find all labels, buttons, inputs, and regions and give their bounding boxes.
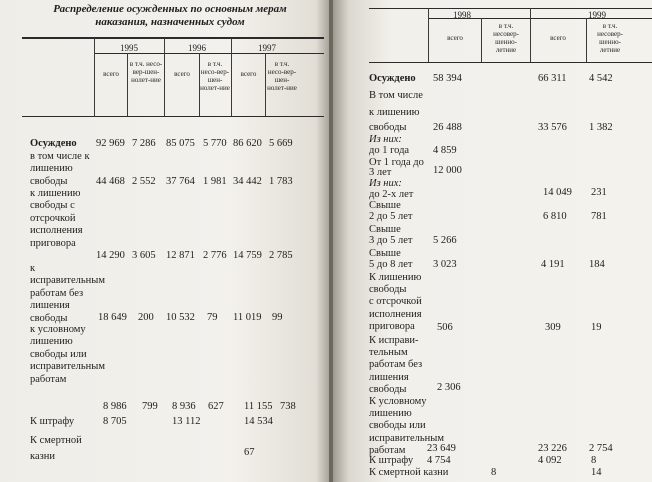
row-label: Из них: <box>369 178 402 189</box>
year-1995: 1995 <box>120 43 138 53</box>
col-minor: в т.ч. несовер-шенно-летние <box>597 22 623 54</box>
col-total: всего <box>103 70 119 78</box>
table-title: Распределение осужденных по основным мерам наказания, назначенных судом <box>53 3 287 28</box>
right-page: 1998 1999 всего в т.ч. несовер-шенно-летние всего в т.ч. несовер-шенно-летние Осуждено 58 394 66 311 4 542 В том числе к лишению свободы 26 488 33 576 1 382 Из них: до 1 года 4 859 От 1 года до 3 лет 12 000 Из них: до 2-х лет 14 049 231 Свыше 2 до 5 лет 6 810 781 Свыше 3 до 5 лет 5 266 Свыше 5 до 8 лет 3 023 4 191 184 К лишению свободы с отсрочкой исполнения приговора 506 309 19 К исправи- тельным работам без лишения свободы 2 306 К условному лишению свободы или исправительным работам 23 649 23 226 2 754 К штрафу 4 754 4 092 8 К смертной казни 8 14 <box>333 0 652 482</box>
row-label: Свыше <box>369 248 401 259</box>
row-label: Осуждено <box>30 138 77 149</box>
row-label: К штрафу <box>369 455 414 466</box>
col-minor: в т.ч. несо-вер-шен-нолет-ние <box>129 60 163 84</box>
year-1997: 1997 <box>258 43 276 53</box>
row-label: Свыше <box>369 200 401 211</box>
row-label: к лишению <box>369 107 420 118</box>
row-label: К штрафу <box>30 416 75 427</box>
year-rule <box>94 53 324 54</box>
row-label: Осуждено <box>369 73 416 84</box>
row-label: к условному лишению свободы или исправительным работам <box>30 324 105 385</box>
row-label: к исправительным работам без лишения свободы <box>30 263 105 324</box>
year-1998: 1998 <box>453 10 471 20</box>
col-minor: в т.ч. несовер-шенно-летние <box>493 22 519 54</box>
col-total: всего <box>550 34 566 42</box>
year-1999: 1999 <box>588 10 606 20</box>
col-total: всего <box>174 70 190 78</box>
row-label: в том числе к лишению свободы <box>30 151 90 187</box>
row-label: Свыше <box>369 224 401 235</box>
col-minor: в т.ч. несо-вер-шен-нолет-ние <box>267 60 297 92</box>
row-label: От 1 года до <box>369 157 424 168</box>
row-label: 2 до 5 лет <box>369 211 413 222</box>
row-label: К исправи- тельным работам без лишения свободы <box>369 335 423 395</box>
row-label: свободы <box>369 122 407 133</box>
row-label: 3 до 5 лет <box>369 235 413 246</box>
row-label: В том числе <box>369 90 423 101</box>
col-minor: в т.ч. несо-вер-шен-нолет-ние <box>200 60 230 92</box>
row-label: К смертной казни <box>30 435 82 462</box>
row-label: 3 лет <box>369 167 392 178</box>
header-bottom-rule <box>22 116 324 117</box>
year-1996: 1996 <box>188 43 206 53</box>
row-label: до 2-х лет <box>369 189 414 200</box>
left-page: Распределение осужденных по основным мерам наказания, назначенных судом 1995 1996 1997 всего в т.ч. несо-вер-шен-нолет-ние всего в т.ч. несо-вер-шен-нолет-ние всего в т.ч. несо-вер-шен-нолет-ние Осуждено 92 969 7 286 85 075 5 770 86 620 5 669 в том числе к лишению свободы 44 468 2 552 37 764 1 981 34 442 1 783 к лишению свободы с отсрочкой исполнения приговора 14 290 3 605 12 871 2 776 14 759 2 785 к исправительным работам без лишения свободы 18 649 200 10 532 79 11 019 99 к условному лишению свободы или исправительным работам 8 986 799 8 936 627 11 155 738 К штрафу 8 705 13 112 14 534 К смертной казни 67 <box>0 0 329 482</box>
row-label: К лишению свободы с отсрочкой исполнения приговора <box>369 272 422 332</box>
row-label: Из них: <box>369 134 402 145</box>
row-label: К условному лишению свободы или исправительным работам <box>369 396 444 456</box>
row-label: 5 до 8 лет <box>369 259 413 270</box>
header-top-rule <box>22 37 324 39</box>
row-label: до 1 года <box>369 145 410 156</box>
col-total: всего <box>240 70 257 78</box>
col-total: всего <box>447 34 463 42</box>
row-label: К смертной казни <box>369 467 449 478</box>
row-label: к лишению свободы с отсрочкой исполнения приговора <box>30 188 83 249</box>
